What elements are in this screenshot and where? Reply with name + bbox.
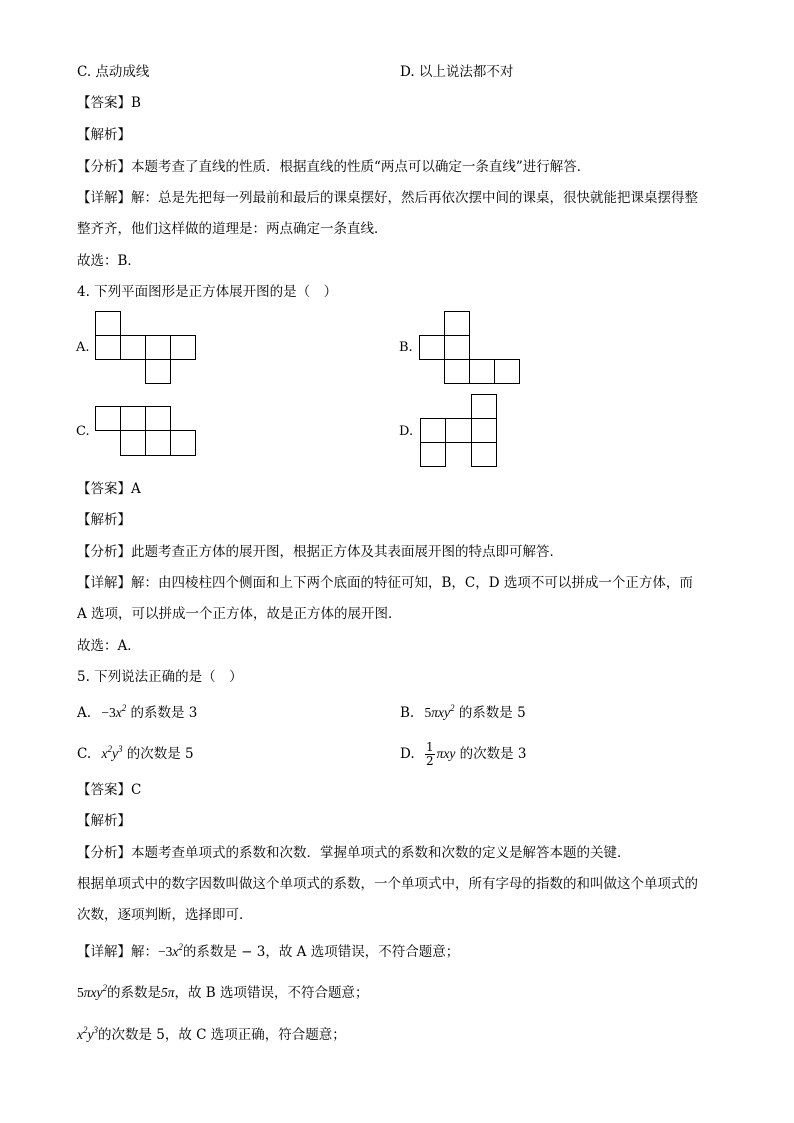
net-d-square bbox=[472, 443, 497, 467]
q3-xiangjie-line1 bbox=[77, 189, 698, 207]
q5-option-c bbox=[77, 745, 194, 763]
option-c-expression bbox=[101, 746, 122, 761]
option-b-expression bbox=[425, 705, 455, 720]
q4-net-a bbox=[95, 311, 197, 385]
fenxi-text: 此题考查正方体的展开图，根据正方体及其表面展开图的特点即可解答． bbox=[131, 544, 563, 560]
q3-option-d: D. 以上说法都不对 bbox=[400, 64, 514, 80]
numerator: 1 bbox=[425, 740, 434, 754]
xiangjie-text: ，故 B 选项错误，不符合题意； bbox=[174, 985, 369, 1001]
expression bbox=[158, 944, 183, 959]
q5-option-d bbox=[400, 738, 527, 770]
net-d-square bbox=[446, 419, 472, 443]
q4-fenxi bbox=[77, 543, 563, 561]
q5-option-b bbox=[400, 704, 526, 722]
var: πxy bbox=[431, 705, 451, 720]
var: y bbox=[87, 1027, 94, 1042]
q4-label-b: B. bbox=[399, 340, 413, 355]
option-label: D. bbox=[400, 746, 415, 762]
fenxi-text: 本题考查单项式的系数和次数．掌握单项式的系数和次数的定义是解答本题的关键． bbox=[131, 845, 631, 861]
q3-option-c: C. 点动成线 bbox=[77, 64, 150, 80]
net-a-square bbox=[96, 336, 121, 360]
var: x bbox=[115, 705, 122, 720]
xiangjie-tag: 【详解】 bbox=[77, 944, 131, 960]
q4-conclusion: 故选：A． bbox=[77, 638, 141, 654]
net-b-square bbox=[445, 360, 470, 384]
exponent: 3 bbox=[117, 744, 123, 754]
coef: 5 bbox=[424, 705, 432, 720]
net-c-square bbox=[96, 407, 121, 431]
net-a-square bbox=[121, 336, 146, 360]
exponent: 2 bbox=[121, 703, 127, 713]
net-b-square bbox=[445, 336, 470, 360]
option-d-expression: πxy bbox=[436, 746, 456, 761]
net-c-square bbox=[121, 407, 146, 431]
expression bbox=[77, 1027, 98, 1042]
option-a-text: 的系数是 3 bbox=[130, 705, 198, 721]
var: πxy bbox=[83, 985, 103, 1000]
option-label: A. bbox=[77, 705, 92, 721]
fenxi-tag: 【分析】 bbox=[77, 544, 131, 560]
answer-tag: 【答案】 bbox=[77, 782, 131, 798]
var: x bbox=[172, 944, 179, 959]
xiangjie-prefix: 解： bbox=[131, 944, 158, 960]
value: 5π bbox=[161, 985, 175, 1000]
q4-label-a: A. bbox=[76, 340, 90, 355]
exponent: 2 bbox=[107, 744, 112, 754]
exponent: 2 bbox=[178, 942, 183, 952]
option-c-text: 的次数是 5 bbox=[126, 746, 194, 762]
q4-label-d: D. bbox=[399, 424, 414, 439]
answer-value: A bbox=[131, 481, 141, 497]
xiangjie-text: 的次数是 5，故 C 选项正确，符合题意； bbox=[98, 1027, 346, 1043]
q5-xiangjie-line3 bbox=[77, 1026, 346, 1044]
xiangjie-tag: 【详解】 bbox=[77, 575, 131, 591]
exponent: 3 bbox=[93, 1025, 98, 1035]
xiangjie-tag: 【详解】 bbox=[77, 190, 131, 206]
net-a-square bbox=[96, 312, 121, 336]
q3-xiangjie-line2: 整齐齐，他们这样做的道理是：两点确定一条直线． bbox=[77, 221, 388, 237]
xiangjie-text: 的系数是 − 3，故 A 选项错误，不符合题意； bbox=[182, 944, 460, 960]
q5-fenxi-line2: 根据单项式中的数字因数叫做这个单项式的系数，一个单项式中，所有字母的指数的和叫做这个单项式的 bbox=[77, 876, 698, 892]
exponent: 2 bbox=[450, 703, 455, 713]
net-a-square bbox=[146, 336, 171, 360]
q4-net-d bbox=[420, 394, 499, 469]
xiangjie-text: 的系数是 bbox=[107, 985, 161, 1001]
answer-tag: 【答案】 bbox=[77, 95, 131, 111]
q4-net-b bbox=[419, 311, 522, 385]
fraction bbox=[425, 741, 435, 768]
net-c-square bbox=[146, 407, 171, 431]
option-label: B. bbox=[400, 705, 415, 721]
xiangjie-text: 解：由四棱柱四个侧面和上下两个底面的特征可知，B，C，D 选项不可以拼成一个正方体，而 bbox=[131, 575, 693, 591]
q3-answer bbox=[77, 94, 141, 112]
answer-value: C bbox=[131, 782, 142, 798]
var: x bbox=[101, 746, 108, 761]
q4-xiangjie-line1 bbox=[77, 574, 693, 592]
q4-stem: 4. 下列平面图形是正方体展开图的是（ ） bbox=[77, 284, 338, 300]
q4-answer bbox=[77, 480, 141, 498]
denominator: 2 bbox=[425, 754, 434, 768]
option-d-text: 的次数是 3 bbox=[459, 746, 527, 762]
fenxi-tag: 【分析】 bbox=[77, 845, 131, 861]
q5-fenxi bbox=[77, 844, 631, 862]
net-c-square bbox=[171, 431, 196, 456]
net-b-square bbox=[495, 360, 520, 384]
exponent: 2 bbox=[102, 983, 107, 993]
q4-net-c bbox=[95, 406, 198, 457]
coef: −3 bbox=[158, 944, 173, 959]
q5-fenxi-line3: 次数，逐项判断，选择即可． bbox=[77, 907, 253, 923]
coef: −3 bbox=[101, 705, 116, 720]
q4-xiangjie-line2: A 选项，可以拼成一个正方体，故是正方体的展开图． bbox=[77, 606, 402, 622]
q5-stem: 5. 下列说法正确的是（ ） bbox=[77, 669, 243, 685]
var: y bbox=[111, 746, 118, 761]
option-label: C. bbox=[77, 746, 92, 762]
q4-label-c: C. bbox=[76, 424, 90, 439]
fenxi-text: 本题考查了直线的性质．根据直线的性质“两点可以确定一条直线”进行解答． bbox=[131, 159, 591, 175]
net-b-square bbox=[445, 312, 470, 336]
net-c-square bbox=[146, 431, 171, 456]
q3-fenxi bbox=[77, 158, 590, 176]
var: x bbox=[77, 1027, 83, 1042]
q4-analysis-tag: 【解析】 bbox=[77, 512, 131, 528]
option-b-text: 的系数是 5 bbox=[458, 705, 526, 721]
q5-answer bbox=[77, 781, 141, 799]
net-d-square bbox=[472, 395, 497, 419]
net-c-square bbox=[121, 431, 146, 456]
q5-option-a bbox=[77, 704, 197, 722]
q5-analysis-tag: 【解析】 bbox=[77, 813, 131, 829]
coef: 5 bbox=[77, 985, 84, 1000]
net-a-square bbox=[146, 360, 171, 384]
exponent: 2 bbox=[83, 1025, 88, 1035]
q5-xiangjie-line2 bbox=[77, 984, 369, 1002]
expression bbox=[77, 985, 107, 1000]
option-a-expression bbox=[101, 705, 126, 720]
xiangjie-text: 解：总是先把每一列最前和最后的课桌摆好，然后再依次摆中间的课桌，很快就能把课桌摆得整 bbox=[131, 190, 698, 206]
q3-analysis-tag: 【解析】 bbox=[77, 127, 131, 143]
net-d-square bbox=[472, 419, 497, 443]
answer-value: B bbox=[131, 95, 141, 111]
net-d-square bbox=[421, 419, 446, 443]
q5-xiangjie-line1 bbox=[77, 943, 459, 961]
net-b-square bbox=[470, 360, 495, 384]
net-a-square bbox=[171, 336, 196, 360]
net-b-square bbox=[420, 336, 445, 360]
net-d-square bbox=[421, 443, 446, 467]
fenxi-tag: 【分析】 bbox=[77, 159, 131, 175]
answer-tag: 【答案】 bbox=[77, 481, 131, 497]
q3-conclusion: 故选：B． bbox=[77, 253, 141, 269]
